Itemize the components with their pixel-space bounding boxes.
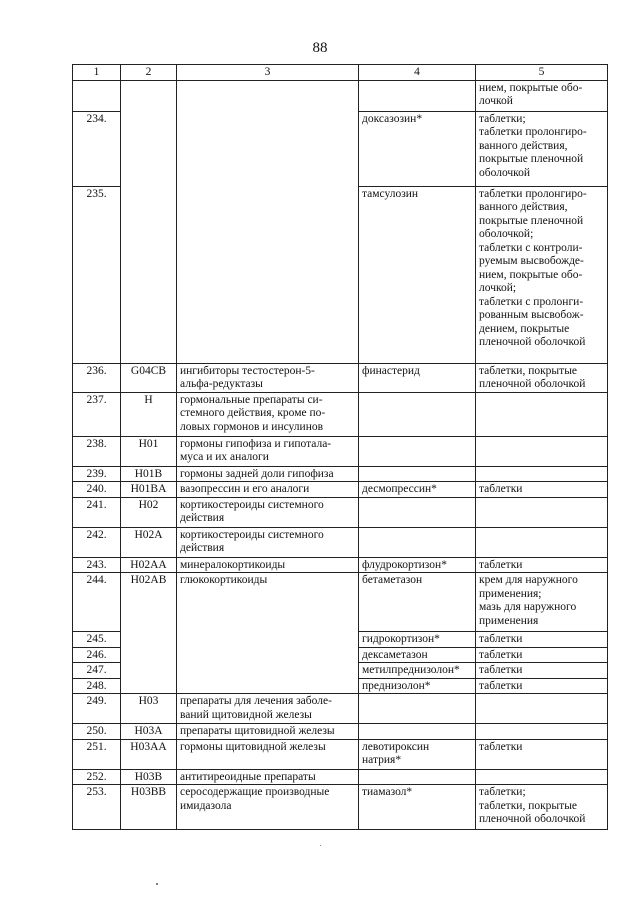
cell-code: H03BB: [121, 785, 177, 830]
column-header: 4: [359, 65, 476, 81]
cell-form: таблетки пролонгиро- ванного действия, покрытые пленочной оболочкой; таблетки с контроли- руемым высвобожде- нием, покрытые обо- лочкой; таблетки с пролонги- рованным высвобож- дением, покрытые пленочной оболочкой: [476, 186, 608, 363]
table-row: [73, 632, 608, 648]
cell-form: таблетки; таблетки пролонгиро- ванного действия, покрытые пленочной оболочкой: [476, 111, 608, 186]
cell-n: 235.: [73, 186, 121, 363]
cell-code: H03AA: [121, 739, 177, 769]
table-row: [73, 80, 608, 111]
cell-form: таблетки, покрытые пленочной оболочкой: [476, 363, 608, 392]
cell-n: 248.: [73, 678, 121, 694]
cell-form: [476, 694, 608, 724]
cell-group: гормональные препараты си- стемного действия, кроме по- ловых гормонов и инсулинов: [177, 392, 359, 436]
cell-code: H01B: [121, 466, 177, 482]
cell-group: [177, 678, 359, 694]
cell-drug: [359, 497, 476, 527]
cell-code: H: [121, 392, 177, 436]
cell-code: H01BA: [121, 482, 177, 498]
cell-group: вазопрессин и его аналоги: [177, 482, 359, 498]
cell-n: 250.: [73, 724, 121, 740]
cell-group: кортикостероиды системного действия: [177, 527, 359, 557]
table-row: [73, 392, 608, 436]
cell-drug: бетаметазон: [359, 573, 476, 632]
cell-n: 240.: [73, 482, 121, 498]
cell-drug: [359, 769, 476, 785]
cell-n: 246.: [73, 647, 121, 663]
cell-group: минералокортикоиды: [177, 557, 359, 573]
table-row: [73, 769, 608, 785]
cell-drug: метилпреднизолон*: [359, 663, 476, 679]
cell-drug: десмопрессин*: [359, 482, 476, 498]
cell-group: [177, 80, 359, 111]
cell-n: 252.: [73, 769, 121, 785]
cell-code: G04CB: [121, 363, 177, 392]
cell-n: 238.: [73, 436, 121, 466]
cell-form: таблетки: [476, 663, 608, 679]
drug-table: [72, 64, 608, 830]
scan-speck: [320, 845, 321, 846]
cell-form: таблетки; таблетки, покрытые пленочной оболочкой: [476, 785, 608, 830]
cell-form: таблетки: [476, 557, 608, 573]
cell-n: 239.: [73, 466, 121, 482]
scan-speck: [156, 883, 158, 885]
table-row: [73, 647, 608, 663]
cell-drug: [359, 527, 476, 557]
table-row: [73, 436, 608, 466]
table-row: [73, 663, 608, 679]
cell-form: крем для наружного применения; мазь для наружного применения: [476, 573, 608, 632]
cell-drug: тиамазол*: [359, 785, 476, 830]
cell-form: [476, 436, 608, 466]
column-header: 5: [476, 65, 608, 81]
table-row: [73, 527, 608, 557]
cell-group: [177, 111, 359, 186]
cell-group: гормоны задней доли гипофиза: [177, 466, 359, 482]
cell-group: [177, 647, 359, 663]
cell-drug: [359, 724, 476, 740]
cell-code: H03: [121, 694, 177, 724]
cell-code: H03B: [121, 769, 177, 785]
cell-group: препараты для лечения заболе- ваний щитовидной железы: [177, 694, 359, 724]
cell-n: 247.: [73, 663, 121, 679]
cell-group: препараты щитовидной железы: [177, 724, 359, 740]
table-row: [73, 111, 608, 186]
cell-drug: гидрокортизон*: [359, 632, 476, 648]
cell-form: таблетки: [476, 678, 608, 694]
table-header-row: [73, 65, 608, 81]
cell-n: 251.: [73, 739, 121, 769]
cell-form: нием, покрытые обо- лочкой: [476, 80, 608, 111]
cell-group: [177, 186, 359, 363]
cell-form: [476, 527, 608, 557]
table-row: [73, 694, 608, 724]
table-row: [73, 678, 608, 694]
table-row: [73, 482, 608, 498]
cell-drug: [359, 80, 476, 111]
cell-code: H02A: [121, 527, 177, 557]
cell-drug: [359, 694, 476, 724]
cell-drug: флудрокортизон*: [359, 557, 476, 573]
column-header: 3: [177, 65, 359, 81]
cell-code: [121, 111, 177, 186]
cell-group: гормоны щитовидной железы: [177, 739, 359, 769]
cell-drug: преднизолон*: [359, 678, 476, 694]
column-header: 1: [73, 65, 121, 81]
cell-form: таблетки: [476, 739, 608, 769]
table-row: [73, 186, 608, 363]
cell-drug: [359, 466, 476, 482]
cell-group: [177, 663, 359, 679]
cell-group: [177, 632, 359, 648]
table-row: [73, 724, 608, 740]
cell-drug: тамсулозин: [359, 186, 476, 363]
cell-group: ингибиторы тестостерон-5- альфа-редуктазы: [177, 363, 359, 392]
table-row: [73, 363, 608, 392]
cell-group: кортикостероиды системного действия: [177, 497, 359, 527]
cell-n: 244.: [73, 573, 121, 632]
table-row: [73, 573, 608, 632]
cell-code: H02AB: [121, 573, 177, 632]
cell-code: [121, 632, 177, 648]
cell-code: [121, 647, 177, 663]
cell-code: H02AA: [121, 557, 177, 573]
table-row: [73, 466, 608, 482]
cell-form: таблетки: [476, 482, 608, 498]
cell-drug: дексаметазон: [359, 647, 476, 663]
cell-code: H01: [121, 436, 177, 466]
cell-n: [73, 80, 121, 111]
cell-n: 242.: [73, 527, 121, 557]
table-row: [73, 497, 608, 527]
cell-n: 236.: [73, 363, 121, 392]
cell-form: [476, 466, 608, 482]
cell-form: [476, 724, 608, 740]
cell-form: [476, 497, 608, 527]
cell-drug: финастерид: [359, 363, 476, 392]
page-number: 88: [312, 40, 328, 56]
cell-n: 234.: [73, 111, 121, 186]
table-row: [73, 557, 608, 573]
cell-n: 253.: [73, 785, 121, 830]
cell-drug: доксазозин*: [359, 111, 476, 186]
cell-drug: [359, 436, 476, 466]
cell-code: [121, 80, 177, 111]
cell-code: [121, 663, 177, 679]
cell-drug: [359, 392, 476, 436]
cell-drug: левотироксин натрия*: [359, 739, 476, 769]
cell-group: антитиреоидные препараты: [177, 769, 359, 785]
cell-code: H02: [121, 497, 177, 527]
cell-code: H03A: [121, 724, 177, 740]
cell-group: глюкокортикоиды: [177, 573, 359, 632]
cell-form: [476, 769, 608, 785]
cell-n: 237.: [73, 392, 121, 436]
table-row: [73, 739, 608, 769]
cell-n: 245.: [73, 632, 121, 648]
cell-group: серосодержащие производные имидазола: [177, 785, 359, 830]
table-row: [73, 785, 608, 830]
cell-n: 249.: [73, 694, 121, 724]
cell-n: 243.: [73, 557, 121, 573]
column-header: 2: [121, 65, 177, 81]
cell-code: [121, 186, 177, 363]
cell-group: гормоны гипофиза и гипотала- муса и их аналоги: [177, 436, 359, 466]
cell-form: таблетки: [476, 632, 608, 648]
cell-form: [476, 392, 608, 436]
cell-n: 241.: [73, 497, 121, 527]
cell-form: таблетки: [476, 647, 608, 663]
cell-code: [121, 678, 177, 694]
